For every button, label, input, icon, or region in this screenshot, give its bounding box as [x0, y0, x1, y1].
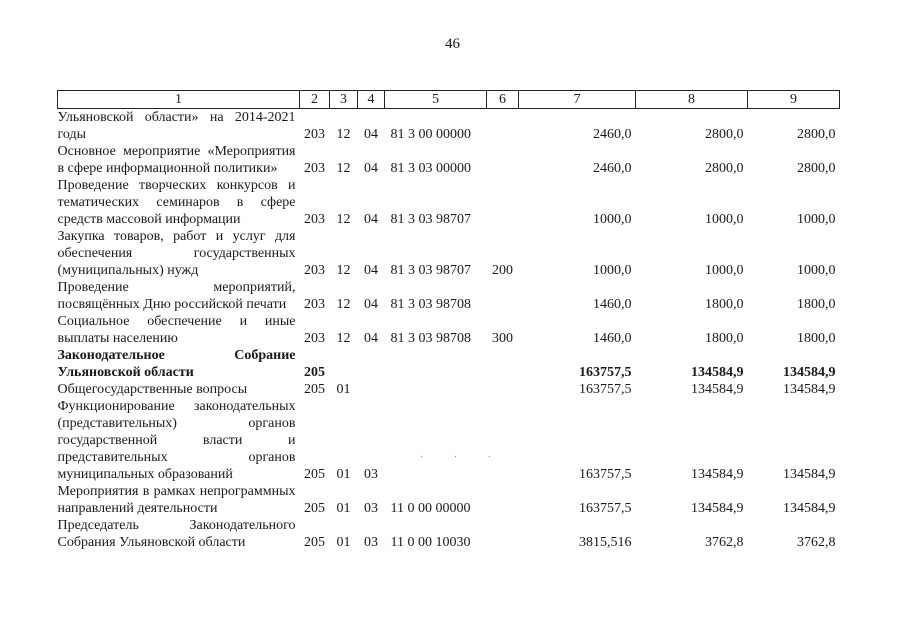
row-target-code: 81 3 03 98707 [390, 263, 471, 278]
row-subsection-code: 04 [364, 331, 378, 346]
row-amount-1: 1000,0 [593, 263, 632, 278]
row-target-code: 81 3 00 00000 [390, 127, 471, 142]
header-cell: 3 [330, 91, 358, 109]
row-section-code: 12 [336, 161, 351, 176]
row-target-code [385, 398, 487, 483]
header-cell: 1 [58, 91, 300, 109]
row-amount-2: 2800,0 [705, 127, 744, 142]
row-ministry-code: 205 [304, 382, 325, 397]
row-amount-3: 1800,0 [797, 297, 836, 312]
row-ministry-code: 203 [304, 297, 325, 312]
row-amount-1: 1000,0 [593, 212, 632, 227]
row-amount-2: 1000,0 [705, 212, 744, 227]
row-subsection-code: 04 [364, 263, 378, 278]
table-row [58, 109, 840, 144]
table-row [58, 313, 840, 347]
row-ministry-code: 203 [304, 161, 325, 176]
row-expense-type [487, 381, 519, 398]
row-target-code: 11 0 00 10030 [390, 535, 471, 550]
row-amount-1: 163757,5 [579, 501, 632, 516]
row-amount-3: 134584,9 [783, 382, 836, 397]
row-target-code: 11 0 00 00000 [390, 501, 471, 516]
row-expense-type [487, 109, 519, 144]
row-amount-1: 1460,0 [593, 297, 632, 312]
row-name: Социальное обеспечение и иные выплаты населению [57, 314, 296, 346]
row-ministry-code: 203 [304, 263, 325, 278]
row-ministry-code: 203 [304, 212, 325, 227]
row-amount-1: 1460,0 [593, 331, 632, 346]
header-cell: 4 [358, 91, 385, 109]
row-name: Закупка товаров, работ и услуг для обеспечения государственных (муниципальных) нужд [57, 229, 296, 278]
row-ministry-code: 205 [304, 365, 325, 380]
row-name: Законодательное Собрание Ульяновской области [57, 348, 296, 380]
row-amount-1: 163757,5 [579, 365, 632, 380]
row-amount-1: 2460,0 [593, 127, 632, 142]
row-amount-2: 2800,0 [705, 161, 744, 176]
header-cell: 6 [487, 91, 519, 109]
row-amount-3: 134584,9 [783, 365, 836, 380]
row-ministry-code: 205 [304, 535, 325, 550]
row-expense-type [487, 177, 519, 228]
row-name: Функционирование законодательных (представительных) органов государственной власти и представительных органов муниципальных образований [57, 399, 296, 482]
scan-artifact: · · · [420, 452, 505, 463]
row-expense-type [487, 398, 519, 483]
row-ministry-code: 203 [304, 331, 325, 346]
row-subsection-code: 04 [364, 297, 378, 312]
row-amount-2: 3762,8 [705, 535, 744, 550]
page-number: 46 [445, 36, 460, 52]
table-row [58, 143, 840, 177]
row-expense-type [487, 279, 519, 313]
row-amount-2: 134584,9 [691, 467, 744, 482]
row-amount-1: 3815,516 [579, 535, 632, 550]
row-ministry-code: 203 [304, 127, 325, 142]
row-section-code: 12 [336, 212, 351, 227]
row-subsection-code: 04 [364, 127, 378, 142]
row-expense-type: 300 [492, 331, 513, 346]
table-row [58, 517, 840, 551]
row-expense-type [487, 517, 519, 551]
row-section-code: 12 [336, 297, 351, 312]
row-amount-1: 163757,5 [579, 467, 632, 482]
row-target-code [385, 381, 487, 398]
row-ministry-code: 205 [304, 501, 325, 516]
row-amount-2: 1800,0 [705, 297, 744, 312]
row-target-code: 81 3 03 00000 [390, 161, 471, 176]
row-amount-3: 1800,0 [797, 331, 836, 346]
row-amount-3: 2800,0 [797, 161, 836, 176]
row-subsection-code: 04 [364, 161, 378, 176]
row-section-code [330, 347, 358, 381]
row-expense-type: 200 [492, 263, 513, 278]
header-cell: 2 [300, 91, 330, 109]
row-section-code: 01 [336, 535, 351, 550]
row-amount-3: 3762,8 [797, 535, 836, 550]
table-row [58, 347, 840, 381]
row-amount-2: 134584,9 [691, 501, 744, 516]
header-cell: 5 [385, 91, 487, 109]
row-name: Проведение мероприятий, посвящённых Дню российской печати [57, 280, 296, 312]
row-subsection-code: 04 [364, 212, 378, 227]
row-amount-3: 134584,9 [783, 467, 836, 482]
row-expense-type [487, 143, 519, 177]
row-amount-2: 1000,0 [705, 263, 744, 278]
row-amount-1: 163757,5 [579, 382, 632, 397]
row-section-code: 12 [336, 127, 351, 142]
header-cell: 7 [519, 91, 636, 109]
row-subsection-code: 03 [364, 467, 378, 482]
table-row [58, 279, 840, 313]
row-section-code: 01 [336, 382, 351, 397]
budget-table [57, 90, 840, 551]
table-row [58, 398, 840, 483]
header-cell: 8 [636, 91, 748, 109]
table-row [58, 228, 840, 279]
row-target-code [385, 347, 487, 381]
row-amount-3: 2800,0 [797, 127, 836, 142]
row-name: Проведение творческих конкурсов и тематических семинаров в сфере средств массовой информации [57, 178, 296, 227]
row-amount-3: 1000,0 [797, 212, 836, 227]
row-section-code: 12 [336, 331, 351, 346]
row-subsection-code [358, 381, 385, 398]
row-target-code: 81 3 03 98708 [390, 297, 471, 312]
row-target-code: 81 3 03 98707 [390, 212, 471, 227]
row-ministry-code: 205 [304, 467, 325, 482]
row-subsection-code: 03 [364, 501, 378, 516]
row-expense-type [487, 483, 519, 517]
row-amount-1: 2460,0 [593, 161, 632, 176]
row-name: Ульяновской области» на 2014-2021 годы [57, 110, 296, 142]
header-cell: 9 [748, 91, 840, 109]
row-amount-3: 1000,0 [797, 263, 836, 278]
header-row [58, 91, 840, 109]
row-name: Общегосударственные вопросы [57, 382, 248, 397]
table-row [58, 381, 840, 398]
row-subsection-code: 03 [364, 535, 378, 550]
row-name: Председатель Законодательного Собрания Ульяновской области [57, 518, 296, 550]
row-amount-2: 134584,9 [691, 365, 744, 380]
row-expense-type [487, 347, 519, 381]
row-name: Мероприятия в рамках непрограммных направлений деятельности [57, 484, 296, 516]
row-amount-3: 134584,9 [783, 501, 836, 516]
row-section-code: 01 [336, 501, 351, 516]
row-target-code: 81 3 03 98708 [390, 331, 471, 346]
table-row [58, 483, 840, 517]
row-name: Основное мероприятие «Мероприятия в сфере информационной политики» [57, 144, 296, 176]
row-section-code: 01 [336, 467, 351, 482]
row-amount-2: 134584,9 [691, 382, 744, 397]
row-subsection-code [358, 347, 385, 381]
table-row [58, 177, 840, 228]
row-amount-2: 1800,0 [705, 331, 744, 346]
table-body [58, 109, 840, 552]
row-section-code: 12 [336, 263, 351, 278]
